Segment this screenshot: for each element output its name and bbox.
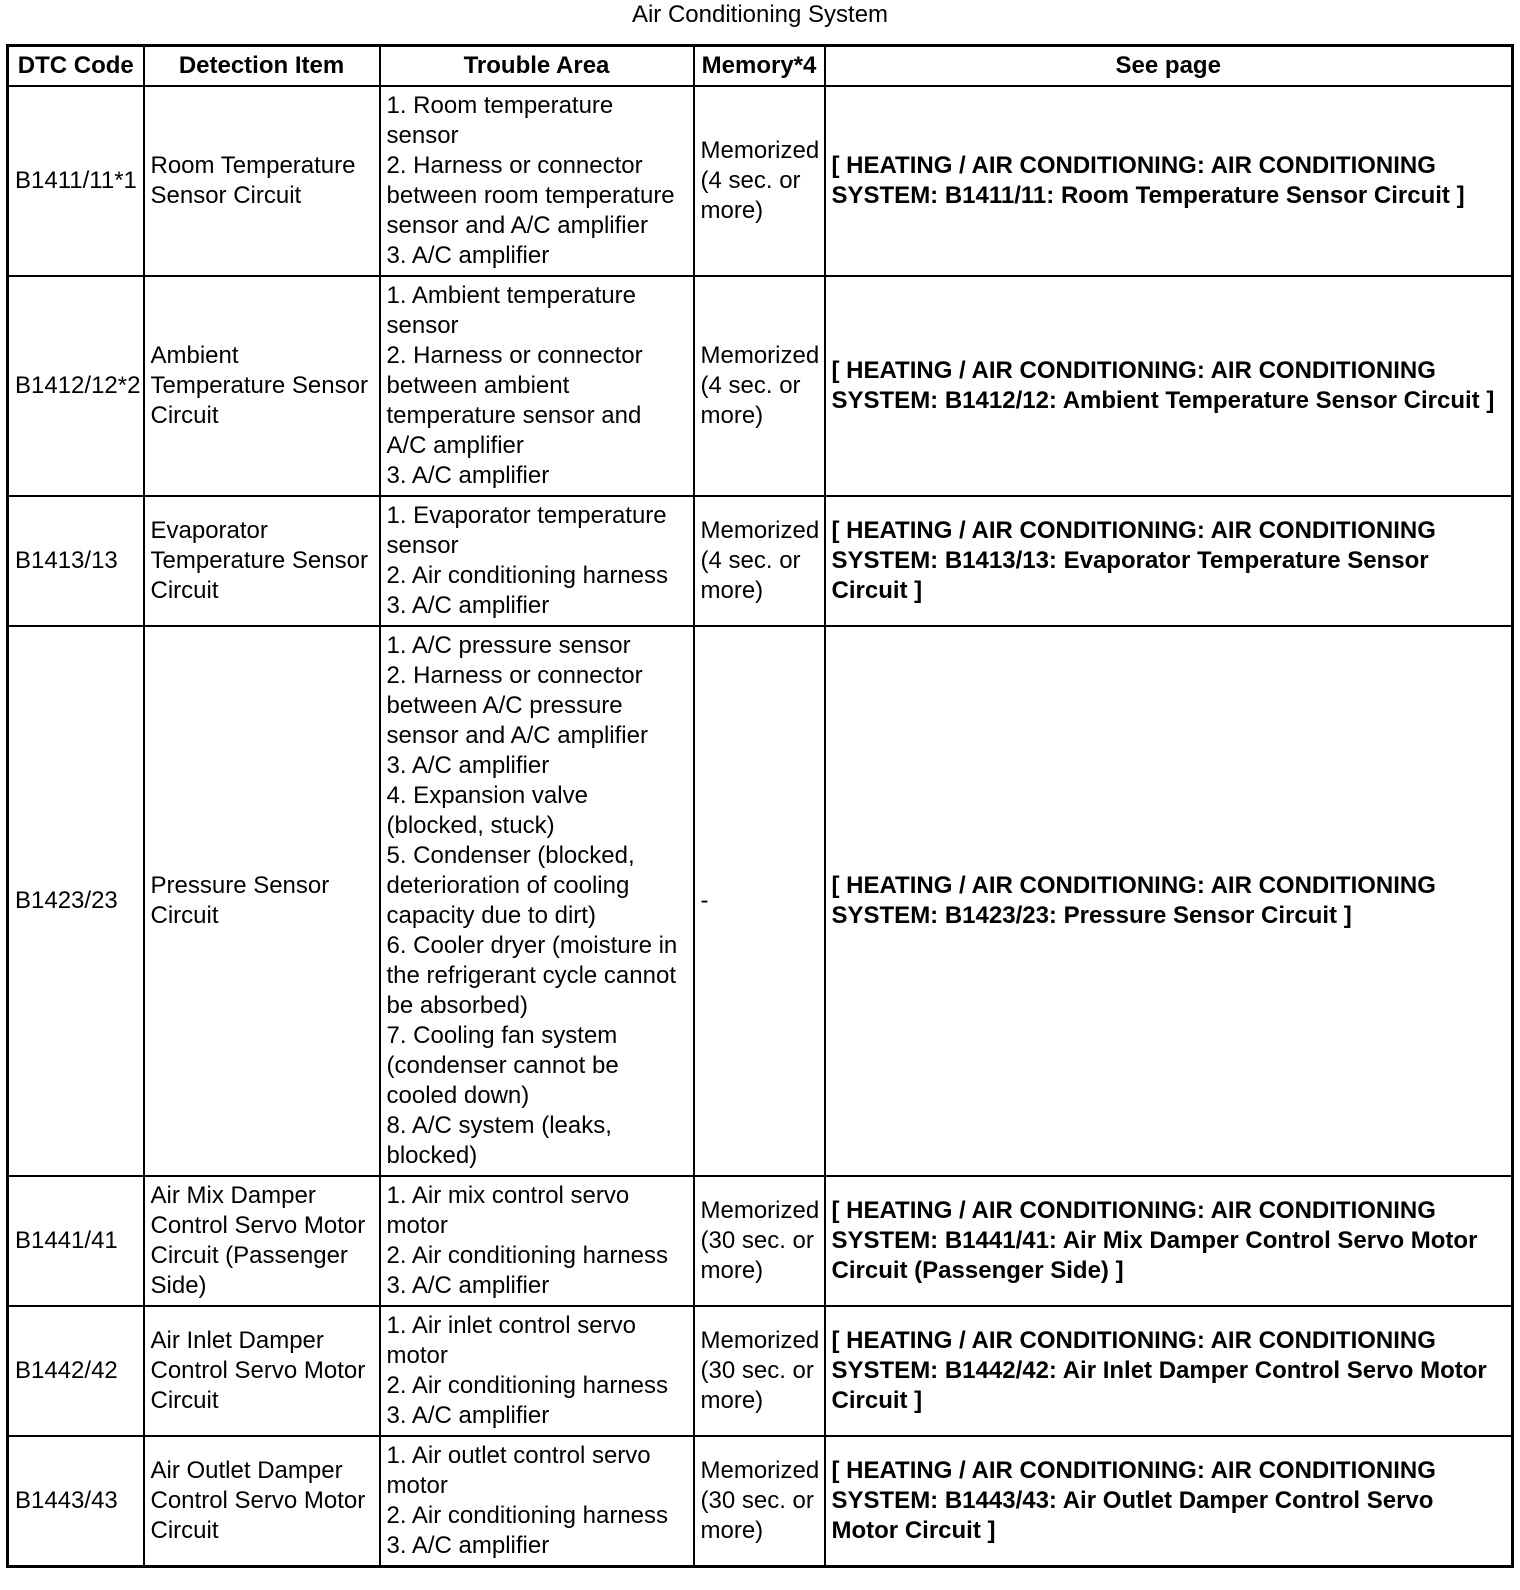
detection-item-cell: Ambient Temperature Sensor Circuit: [144, 276, 380, 496]
see-page-link[interactable]: [ HEATING / AIR CONDITIONING: AIR CONDITIONING SYSTEM: B1411/11: Room Temperature Sensor Circuit ]: [825, 86, 1513, 276]
dtc-code-cell: B1411/11*1: [8, 86, 144, 276]
table-body: [8, 86, 1513, 1567]
memory-cell: Memorized (30 sec. or more): [694, 1176, 825, 1306]
trouble-area-cell: [380, 1436, 694, 1567]
trouble-area-item: 1. Air outlet control servo motor: [386, 1442, 651, 1499]
memory-cell: Memorized (4 sec. or more): [694, 86, 825, 276]
trouble-area-item: 3. A/C amplifier: [386, 1272, 550, 1299]
trouble-area-item: 2. Harness or connector between ambient temperature sensor and A/C amplifier: [386, 342, 643, 459]
memory-cell: Memorized (30 sec. or more): [694, 1436, 825, 1567]
table-row: [8, 626, 1513, 1176]
trouble-area-item: 2. Harness or connector between A/C pressure sensor and A/C amplifier: [386, 662, 648, 749]
trouble-area-cell: [380, 86, 694, 276]
dtc-code-cell: B1423/23: [8, 626, 144, 1176]
trouble-area-item: 3. A/C amplifier: [386, 1402, 550, 1429]
trouble-area-item: 6. Cooler dryer (moisture in the refrigerant cycle cannot be absorbed): [386, 932, 678, 1019]
trouble-area-cell: [380, 626, 694, 1176]
dtc-code-cell: B1413/13: [8, 496, 144, 626]
header-memory: Memory*4: [694, 46, 825, 87]
trouble-area-item: 5. Condenser (blocked, deterioration of cooling capacity due to dirt): [386, 842, 635, 929]
trouble-area-item: 1. Air mix control servo motor: [386, 1182, 630, 1239]
detection-item-cell: Air Inlet Damper Control Servo Motor Circuit: [144, 1306, 380, 1436]
see-page-link[interactable]: [ HEATING / AIR CONDITIONING: AIR CONDITIONING SYSTEM: B1423/23: Pressure Sensor Circuit ]: [825, 626, 1513, 1176]
table-row: [8, 1306, 1513, 1436]
trouble-area-item: 8. A/C system (leaks, blocked): [386, 1112, 612, 1169]
trouble-area-cell: [380, 496, 694, 626]
detection-item-cell: Air Outlet Damper Control Servo Motor Circuit: [144, 1436, 380, 1567]
trouble-area-item: 2. Air conditioning harness: [386, 1242, 669, 1269]
header-detection-item: Detection Item: [144, 46, 380, 87]
trouble-area-cell: [380, 276, 694, 496]
trouble-area-item: 7. Cooling fan system (condenser cannot be cooled down): [386, 1022, 619, 1109]
memory-cell: Memorized (4 sec. or more): [694, 496, 825, 626]
page-title: Air Conditioning System: [631, 1, 889, 28]
table-row: [8, 86, 1513, 276]
see-page-link[interactable]: [ HEATING / AIR CONDITIONING: AIR CONDITIONING SYSTEM: B1413/13: Evaporator Temperature Sensor Circuit ]: [825, 496, 1513, 626]
detection-item-cell: Air Mix Damper Control Servo Motor Circuit (Passenger Side): [144, 1176, 380, 1306]
trouble-area-item: 2. Air conditioning harness: [386, 1502, 669, 1529]
dtc-code-cell: B1441/41: [8, 1176, 144, 1306]
memory-cell: -: [694, 626, 825, 1176]
dtc-code-cell: B1442/42: [8, 1306, 144, 1436]
trouble-area-item: 3. A/C amplifier: [386, 1532, 550, 1559]
trouble-area-item: 3. A/C amplifier: [386, 752, 550, 779]
header-trouble-area: Trouble Area: [380, 46, 694, 87]
see-page-link[interactable]: [ HEATING / AIR CONDITIONING: AIR CONDITIONING SYSTEM: B1441/41: Air Mix Damper Control Servo Motor Circuit (Passenger Side) ]: [825, 1176, 1513, 1306]
trouble-area-item: 2. Air conditioning harness: [386, 1372, 669, 1399]
see-page-link[interactable]: [ HEATING / AIR CONDITIONING: AIR CONDITIONING SYSTEM: B1442/42: Air Inlet Damper Control Servo Motor Circuit ]: [825, 1306, 1513, 1436]
trouble-area-cell: [380, 1176, 694, 1306]
trouble-area-item: 1. Ambient temperature sensor: [386, 282, 636, 339]
trouble-area-item: 1. Room temperature sensor: [386, 92, 614, 149]
dtc-code-cell: B1443/43: [8, 1436, 144, 1567]
trouble-area-item: 1. Evaporator temperature sensor: [386, 502, 667, 559]
dtc-table: [6, 44, 1514, 1568]
trouble-area-item: 1. Air inlet control servo motor: [386, 1312, 636, 1369]
header-see-page: See page: [825, 46, 1513, 87]
trouble-area-item: 1. A/C pressure sensor: [386, 632, 631, 659]
dtc-code-cell: B1412/12*2: [8, 276, 144, 496]
trouble-area-item: 3. A/C amplifier: [386, 462, 550, 489]
see-page-link[interactable]: [ HEATING / AIR CONDITIONING: AIR CONDITIONING SYSTEM: B1412/12: Ambient Temperature Sensor Circuit ]: [825, 276, 1513, 496]
detection-item-cell: Room Temperature Sensor Circuit: [144, 86, 380, 276]
trouble-area-item: 4. Expansion valve (blocked, stuck): [386, 782, 588, 839]
detection-item-cell: Evaporator Temperature Sensor Circuit: [144, 496, 380, 626]
trouble-area-item: 2. Harness or connector between room temperature sensor and A/C amplifier: [386, 152, 675, 239]
see-page-link[interactable]: [ HEATING / AIR CONDITIONING: AIR CONDITIONING SYSTEM: B1443/43: Air Outlet Damper Control Servo Motor Circuit ]: [825, 1436, 1513, 1567]
detection-item-cell: Pressure Sensor Circuit: [144, 626, 380, 1176]
table-row: [8, 496, 1513, 626]
table-row: [8, 276, 1513, 496]
trouble-area-item: 3. A/C amplifier: [386, 242, 550, 269]
memory-cell: Memorized (30 sec. or more): [694, 1306, 825, 1436]
trouble-area-cell: [380, 1306, 694, 1436]
table-row: [8, 1176, 1513, 1306]
trouble-area-item: 3. A/C amplifier: [386, 592, 550, 619]
table-header-row: [8, 46, 1513, 87]
memory-cell: Memorized (4 sec. or more): [694, 276, 825, 496]
header-dtc-code: DTC Code: [8, 46, 144, 87]
trouble-area-item: 2. Air conditioning harness: [386, 562, 669, 589]
table-row: [8, 1436, 1513, 1567]
